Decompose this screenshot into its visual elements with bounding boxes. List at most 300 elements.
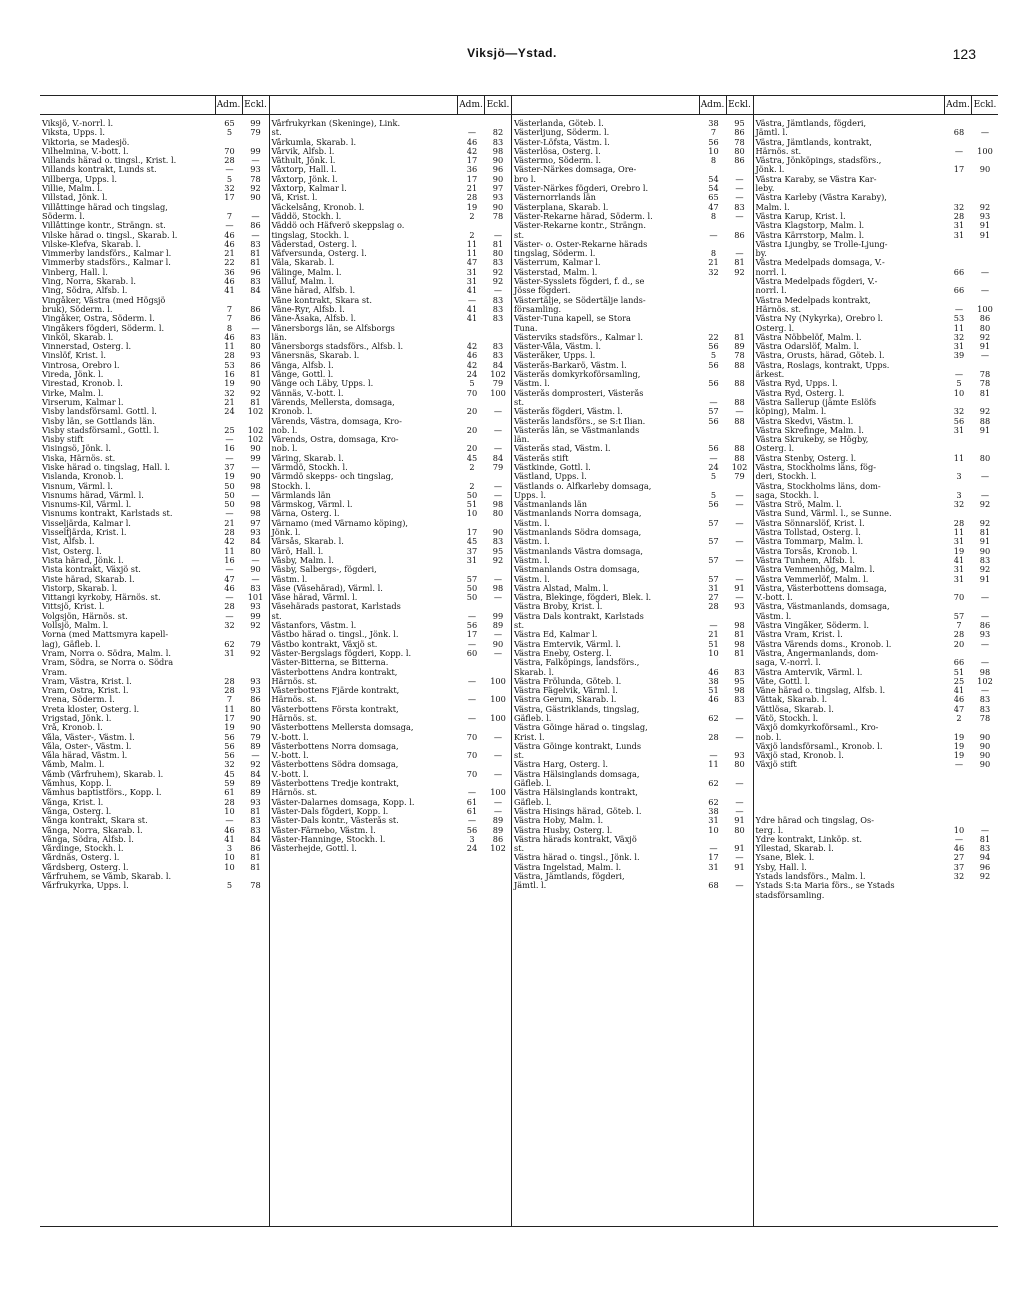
entry-name: Ystads S:ta Maria förs., se Ystads [755, 881, 895, 891]
entry-name: Vimmerby stadsförs., Kalmar l. [42, 258, 171, 268]
entry-eckl: 91 [979, 536, 991, 547]
entry-name: Gäfleb. l. [514, 714, 552, 723]
entry-name: Vistorp, Skarab. l. [42, 583, 118, 593]
entry-adm [459, 324, 485, 333]
entry-adm: 65 [224, 118, 235, 128]
entry-adm: 60 [466, 647, 478, 658]
entry-eckl: 98 [492, 582, 504, 593]
entry-name: Västra Sund, Värml. l., se Sunne. [755, 509, 892, 519]
entry-eckl: 86 [734, 155, 745, 166]
entry-eckl: 90 [250, 722, 261, 733]
entry-adm: 7 [226, 303, 233, 314]
entry-eckl: — [980, 489, 990, 500]
entry-adm: 41 [466, 285, 478, 296]
index-column-3 [512, 96, 754, 1226]
entry-name: Väster-Dals kontr., Västerås st. [271, 816, 399, 826]
entry-name: Skarab. l. [514, 667, 554, 677]
entry-name: Välluf, Malm. l. [271, 277, 335, 287]
entry-adm: 57 [953, 610, 965, 621]
entry-name: Västerås-Barkarö, Västm. l. [514, 360, 627, 370]
entry-eckl: 78 [492, 210, 504, 221]
entry-name: Ydre kontrakt, Linköp. st. [755, 834, 862, 844]
entry-name: Västerbottens Fjärde kontrakt, [271, 686, 400, 696]
entry-name: Vätö, Stockh. l. [755, 714, 819, 723]
entry-eckl: — [493, 768, 503, 779]
entry-name: Västbo kontrakt, Växjö st. [271, 639, 378, 649]
entry-eckl: — [735, 796, 744, 807]
entry-eckl: 98 [250, 499, 261, 510]
entry-name: Vãthult, Jönk. l. [271, 156, 336, 166]
entry-adm: 53 [953, 313, 965, 324]
entry-name: Visingsö, Jönk. l. [42, 444, 111, 454]
entry-adm: 11 [224, 341, 235, 352]
entry-name: Värmdö, Stockh. l. [271, 462, 348, 472]
entry-name: Västra Eneby, Österg. l. [514, 648, 612, 658]
entry-adm: 22 [224, 257, 235, 268]
entry-name: Västerbottens Norra domsaga, [271, 741, 399, 751]
entry-name: Vreta kloster, Österg. l. [42, 704, 140, 714]
entry-name: st. [271, 128, 282, 138]
entry-name: Vram, Östra, Krist. l. [42, 686, 129, 696]
entry-eckl: 101 [247, 592, 264, 603]
entry-eckl: 83 [250, 824, 261, 835]
entry-eckl: 93 [250, 796, 261, 807]
index-entry [512, 556, 753, 565]
entry-adm: 21 [224, 517, 235, 528]
entry-eckl: 100 [490, 675, 506, 686]
column-header [754, 96, 998, 115]
entry-eckl: — [980, 824, 990, 835]
index-entry [512, 305, 753, 314]
entry-name: Västra Tommarp, Malm. l. [755, 537, 864, 547]
entry-name: Västerbottens Andra kontrakt, [271, 667, 398, 677]
index-entry [512, 240, 753, 249]
entry-adm: 19 [953, 731, 965, 742]
entry-name: Ving, Norra, Skarab. l. [42, 277, 137, 287]
entry-name: Väse härad, Värml. l. [271, 593, 358, 603]
entry-name: Vättak, Skarab. l. [755, 695, 828, 705]
entry-adm: 3 [226, 843, 233, 854]
entry-name: Visby län, se Gottlands län. [42, 416, 155, 426]
entry-name: Västerbottens Första kontrakt, [271, 704, 399, 714]
entry-adm: 11 [708, 759, 719, 770]
entry-eckl [972, 807, 998, 816]
entry-eckl: — [735, 573, 744, 584]
entry-eckl: 89 [250, 787, 261, 798]
entry-adm: 24 [224, 406, 235, 417]
entry-eckl: 92 [250, 620, 261, 631]
entry-name: Vånga, Södra, Alfsb. l. [42, 834, 134, 844]
entry-adm: 46 [224, 331, 235, 342]
entry-name: Värmskog, Värml. l. [271, 500, 353, 510]
entry-eckl: — [251, 573, 260, 584]
index-entry [754, 714, 998, 723]
entry-adm: 3 [956, 471, 962, 482]
entry-eckl: 89 [492, 824, 504, 835]
entry-eckl: 98 [492, 145, 504, 156]
entry-adm: 31 [466, 276, 478, 287]
entry-name: Västerviks stadsförs., Kalmar l. [514, 332, 644, 342]
entry-adm: — [467, 610, 477, 621]
entry-adm: 66 [953, 657, 965, 668]
entry-eckl: 83 [250, 276, 261, 287]
entry-adm: 53 [224, 359, 235, 370]
entry-eckl: — [735, 805, 744, 816]
entry-name: Väster-Närkes domsaga, Öre- [514, 165, 637, 175]
index-entry [754, 872, 998, 881]
entry-eckl: 90 [492, 155, 504, 166]
entry-adm: 31 [953, 573, 965, 584]
entry-name: Malm. l. [755, 202, 790, 212]
entry-name: Vrå, Kronob. l. [42, 723, 103, 733]
entry-eckl: 95 [734, 118, 745, 128]
entry-adm: 21 [224, 396, 235, 407]
entry-eckl: 83 [250, 582, 261, 593]
entry-name: Villåttinge kontr., Strängn. st. [42, 221, 166, 231]
entry-name: Västra, Stockholms läns, dom- [755, 481, 881, 491]
entry-adm: 54 [708, 173, 719, 184]
entry-name: Västbo härad o. tingsl., Jönk. l. [271, 630, 399, 640]
entry-name: Väckelsång, Kronob. l. [271, 202, 365, 212]
entry-eckl: 99 [250, 145, 261, 156]
index-entry [512, 268, 753, 277]
entry-adm [701, 305, 727, 314]
entry-eckl: 92 [979, 499, 991, 510]
entry-name: Volgsjön, Härnös. st. [42, 611, 128, 621]
entry-adm: 39 [953, 350, 965, 361]
entry-name: Österg. l. [755, 323, 795, 333]
adm-header: Adm. [457, 96, 484, 114]
entry-eckl [972, 798, 998, 807]
entry-adm: 11 [466, 238, 478, 249]
entry-adm: 28 [466, 192, 478, 203]
entry-name: Ydre härad och tingslag, Ös- [755, 816, 874, 826]
index-entry [270, 770, 512, 779]
entry-name: Jönk. l. [755, 165, 785, 175]
entry-adm [946, 798, 972, 807]
entry-adm: — [954, 833, 964, 844]
entry-adm: 7 [956, 620, 962, 631]
entry-adm: 46 [466, 350, 478, 361]
index-entry [754, 165, 998, 174]
index-entry [512, 277, 753, 286]
entry-adm: 36 [466, 164, 478, 175]
entry-eckl: 97 [492, 183, 504, 194]
entry-name: Våxtorp, Hall. l. [271, 165, 337, 175]
entry-name: Krist. l. [514, 732, 545, 742]
index-entry [40, 407, 269, 416]
entry-adm [701, 286, 727, 295]
entry-eckl: 98 [734, 638, 745, 649]
entry-name: Visseljärda, Kalmar l. [42, 518, 131, 528]
entry-name: Västra Vemmenhög, Malm. l. [755, 565, 875, 575]
entry-name: Väfversunda, Österg. l. [271, 249, 367, 259]
index-entry [512, 714, 753, 723]
entry-eckl: 91 [979, 220, 991, 231]
entry-name: Västerlanda, Göteb. l. [514, 119, 604, 128]
entry-adm: 11 [953, 322, 965, 333]
entry-name: leby. [755, 184, 775, 194]
entry-name: Jämtl. l. [755, 128, 788, 138]
entry-eckl: 98 [492, 499, 504, 510]
entry-name: Härnös. st. [755, 304, 802, 314]
entry-adm: 51 [466, 499, 478, 510]
entry-adm: 19 [953, 750, 965, 761]
entry-eckl: 84 [250, 285, 261, 296]
entry-name: Väster- o. Öster-Rekarne härads [514, 239, 648, 249]
index-entry [754, 760, 998, 769]
index-entry [40, 203, 269, 212]
index-entry [40, 863, 269, 872]
entry-name: Västanfors, Västm. l. [271, 621, 357, 631]
entry-name: Västm. l. [514, 555, 550, 565]
entry-adm: 28 [224, 350, 235, 361]
entry-name: Västm. l. [514, 379, 550, 389]
entry-name: Viske härad o. tingslag, Hall. l. [42, 462, 171, 472]
entry-name: Jämtl. l. [514, 881, 547, 891]
entry-adm [946, 807, 972, 816]
entry-eckl: — [493, 805, 503, 816]
entry-name: Västmanlands Södra domsaga, [514, 528, 642, 538]
entry-eckl: 93 [250, 164, 261, 175]
entry-eckl: 90 [979, 740, 991, 751]
index-entry [270, 221, 512, 230]
index-entry [512, 760, 753, 769]
entry-name: Väster-Dals fögderi, Kopp. l. [271, 806, 389, 816]
entry-eckl: 93 [734, 750, 745, 761]
entry-eckl: 88 [734, 443, 745, 454]
entry-adm: 27 [953, 852, 965, 863]
entry-name: Västra Hälsinglands kontrakt, [514, 788, 638, 798]
entry-adm: 56 [708, 415, 719, 426]
entry-adm [701, 277, 727, 286]
entry-eckl: — [735, 210, 744, 221]
entry-eckl: 86 [734, 229, 745, 240]
entry-eckl: 81 [250, 852, 261, 863]
index-entry [270, 556, 512, 565]
entry-eckl: 80 [979, 322, 991, 333]
entry-eckl: 79 [250, 731, 261, 742]
entry-adm: — [467, 294, 477, 305]
index-entry [270, 314, 512, 323]
index-entry [40, 881, 269, 890]
entry-eckl: — [493, 424, 503, 435]
entry-eckl: — [735, 778, 744, 789]
entry-adm: 5 [710, 350, 717, 361]
entry-adm: 46 [708, 666, 719, 677]
entry-adm: 62 [708, 713, 719, 723]
entry-adm: 46 [466, 136, 478, 147]
entry-adm [946, 240, 972, 249]
entry-adm: 11 [953, 452, 965, 463]
entry-name: Västra Hoby, Malm. l. [514, 816, 604, 826]
entry-adm: 8 [226, 322, 233, 333]
index-entry [512, 733, 753, 742]
index-entry [270, 203, 512, 212]
entry-name: Västerås län, se Västmanlands [514, 425, 640, 435]
entry-adm: 31 [953, 341, 965, 352]
index-entry [270, 714, 512, 723]
entry-adm: 46 [224, 229, 235, 240]
entry-eckl: 89 [250, 740, 261, 751]
entry-name: Kronob. l. [271, 407, 313, 417]
entry-name: Våxtorp, Kalmar l. [271, 184, 347, 194]
entry-eckl: — [735, 554, 744, 565]
entry-name: Vä, Krist. l. [271, 193, 318, 203]
page-title: Viksjö—Ystad. [467, 46, 557, 60]
entry-name: Växjö landsförsaml., Kronob. l. [755, 741, 883, 751]
entry-eckl: 92 [492, 554, 504, 565]
index-entry [512, 296, 753, 305]
entry-name: Ysby, Hall. l. [755, 862, 807, 872]
entry-eckl: 93 [250, 350, 261, 361]
entry-adm: 5 [469, 378, 475, 389]
index-entry [512, 472, 753, 481]
entry-name: Västra Medelpads kontrakt, [755, 295, 871, 305]
entry-name: Härnös. st. [271, 714, 318, 723]
entry-eckl: 100 [490, 787, 506, 798]
entry-adm: 2 [956, 713, 962, 723]
entry-adm: 56 [708, 443, 719, 454]
entry-eckl [972, 770, 998, 779]
entry-name: Västra Skedvi, Västm. l. [755, 416, 854, 426]
entry-adm: 5 [710, 471, 717, 482]
entry-adm: 10 [224, 861, 235, 872]
entry-name: Västra Ryd, Upps. l. [755, 379, 838, 389]
index-entry [754, 231, 998, 240]
index-entry [270, 751, 512, 760]
entry-name: Välinge, Malm. l. [271, 267, 342, 277]
entry-name: Västra Nöbbelöf, Malm. l. [755, 332, 862, 342]
index-entry [512, 426, 753, 435]
entry-adm: 28 [224, 796, 235, 807]
entry-adm: 31 [953, 564, 965, 575]
column-header [40, 96, 269, 115]
entry-name: Västm. l. [514, 537, 550, 547]
entry-adm: 17 [466, 527, 478, 538]
entry-eckl: 79 [492, 378, 504, 389]
index-entry [754, 891, 998, 900]
entry-name: Våla, Öster-, Västm. l. [42, 741, 132, 751]
entry-name: Vårvik, Alfsb. l. [271, 146, 335, 156]
entry-eckl: 98 [734, 620, 745, 631]
entry-eckl: — [493, 229, 503, 240]
entry-name: Västra Göinge kontrakt, Lunds [514, 741, 642, 751]
entry-eckl: 102 [247, 406, 264, 417]
entry-eckl: — [980, 685, 990, 696]
entry-name: Västra, Gästriklands, tingslag, [514, 704, 640, 714]
entry-eckl: 83 [492, 294, 504, 305]
entry-eckl: — [493, 285, 503, 296]
entry-eckl: 102 [490, 843, 506, 854]
entry-adm: 17 [466, 173, 478, 184]
entry-eckl: 88 [979, 415, 991, 426]
entry-adm: 31 [708, 582, 719, 593]
entry-adm: 17 [224, 192, 235, 203]
index-entry [270, 426, 512, 435]
entry-eckl [485, 324, 511, 333]
entry-eckl: 93 [250, 527, 261, 538]
entry-adm: 41 [466, 313, 478, 324]
entry-eckl: 93 [979, 629, 991, 640]
index-entry [270, 649, 512, 658]
entry-name: Västra, Jönköpings, stadsförs., [755, 156, 882, 166]
entry-eckl: 93 [734, 601, 745, 612]
entry-eckl: 86 [250, 220, 261, 231]
entry-name: Västerrum, Kalmar l. [514, 258, 601, 268]
entry-name: nob. l. [271, 425, 298, 435]
entry-adm: — [225, 564, 234, 575]
entry-eckl: 84 [492, 452, 504, 463]
entry-eckl: — [980, 471, 990, 482]
entry-name: norrl. l. [755, 267, 787, 277]
entry-eckl: — [251, 554, 260, 565]
entry-adm [701, 314, 727, 323]
index-entry [754, 500, 998, 509]
entry-eckl: 84 [250, 536, 261, 547]
entry-name [754, 788, 946, 797]
entry-adm: 20 [466, 443, 478, 454]
index-entry [270, 695, 512, 704]
index-entry [40, 872, 269, 881]
entry-name: Vittsjö, Krist. l. [42, 602, 105, 612]
entry-name: Västra Ämtervik, Värml. l. [755, 667, 863, 677]
entry-name: Vänge och Läby, Upps. l. [271, 379, 374, 389]
entry-eckl: 83 [492, 313, 504, 324]
entry-adm: 70 [953, 592, 965, 603]
entry-eckl: 91 [734, 815, 745, 826]
entry-adm: 10 [466, 508, 478, 519]
entry-name: Upps. l. [514, 490, 547, 500]
entry-name: Vårfrukyrka, Upps. l. [42, 881, 129, 891]
index-entry [270, 324, 512, 333]
entry-eckl: — [735, 731, 744, 742]
entry-adm: 68 [708, 880, 719, 891]
entry-eckl: — [735, 192, 744, 203]
entry-name: Vånga kontrakt, Skara st. [42, 816, 148, 826]
entry-eckl: 81 [250, 248, 261, 259]
entry-eckl: 83 [250, 331, 261, 342]
entry-adm: 46 [224, 238, 235, 249]
index-entry [512, 826, 753, 835]
entry-name: Västra Ingelstad, Malm. l. [514, 862, 622, 872]
index-column-1 [40, 96, 270, 1226]
entry-adm: 17 [224, 713, 235, 723]
index-entry [40, 621, 269, 630]
entry-adm: — [467, 787, 477, 798]
entry-adm: 21 [466, 183, 478, 194]
entry-name: Vram, Västra, Krist. l. [42, 676, 132, 686]
entry-name: terg. l. [755, 825, 784, 835]
entry-name: Vista kontrakt, Växjö st. [42, 565, 141, 575]
entry-name: Växjö stad, Kronob. l. [755, 751, 844, 761]
entry-eckl: — [493, 629, 503, 640]
entry-name: Visnums härad, Värml. l. [42, 490, 144, 500]
entry-adm: 28 [953, 629, 965, 640]
entry-name: köping), Malm. l. [755, 407, 827, 417]
entry-eckl: 96 [979, 861, 991, 872]
entry-adm: 56 [466, 824, 478, 835]
entry-eckl: — [980, 638, 990, 649]
entry-name: Västra, Västerbottens domsaga, [755, 583, 887, 593]
entry-eckl: 83 [250, 815, 261, 826]
index-entry [40, 128, 269, 137]
entry-name: V.-bott. l. [271, 769, 309, 779]
entry-eckl: 83 [250, 238, 261, 249]
entry-eckl: 83 [492, 341, 504, 352]
index-entry [754, 593, 998, 602]
entry-name: Väne kontrakt, Skara st. [271, 295, 372, 305]
